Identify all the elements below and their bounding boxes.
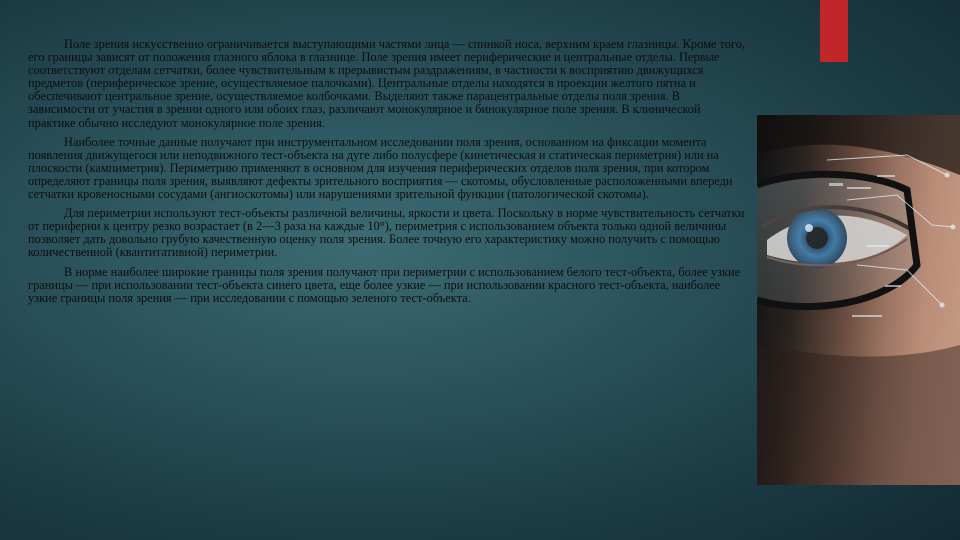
eye-with-glasses-icon: [757, 115, 960, 485]
paragraph-1: Поле зрения искусственно ограничивается выступающими частями лица — спинкой носа, верхним краем глазницы. Кроме того, его границы зависят от положения глазного яблока в глазнице. Поле зрения имеет периферические и центральные отделы. Первые соответствуют отделам сетчатки, более чувствительным к прерывистым раздражениям, в частности к восприятию движущихся предметов (периферическое зрение, осуществляемое палочками). Центральные отделы находятся в проекции желтого пятна и обеспечивают центральное зрение, осуществляемое колбочками. Выделяют также парацентральные отделы поля зрения. В зависимости от участия в зрении одного или обоих глаз, различают монокулярное и бинокулярное поле зрения. В клинической практике обычно исследуют монокулярное поле зрения.: [28, 37, 746, 130]
paragraph-4: В норме наиболее широкие границы поля зрения получают при периметрии с использованием белого тест-объекта, более узкие границы — при использовании тест-объекта синего цвета, еще более узкие — при использовании красного тест-объекта, наиболее узкие границы поля зрения — при исследовании с помощью зеленого тест-объекта.: [28, 264, 741, 305]
paragraph-3: Для периметрии используют тест-объекты различной величины, яркости и цвета. Поскольку в норме чувствительность сетчатки от периферии к центру резко возрастает (в 2—3 раза на каждые 10°), периметрия с использованием объекта только одной величины позволяет дать довольно грубую качественную оценку поля зрения. Более точную его характеристику можно получить с помощью количественной (квантитативной) периметрии.: [28, 206, 745, 260]
eye-photo: [757, 115, 960, 485]
accent-bar: [820, 0, 848, 62]
paragraph-2: Наиболее точные данные получают при инструментальном исследовании поля зрения, основанном на фиксации момента появления движущегося или неподвижного тест-объекта на дуге либо полусфере (кинетическая и статическая периметрия) или на плоскости (кампиметрия). Периметрию применяют в основном для изучения периферических отделов поля зрения, при котором определяют границы поля зрения, выявляют дефекты зрительного восприятия — скотомы, обусловленные расположенными впереди сетчатки кровеносными сосудами (ангиоскотомы) или нарушениями зрительной функции (патологической скотомы).: [28, 134, 733, 202]
body-text: [28, 38, 746, 311]
